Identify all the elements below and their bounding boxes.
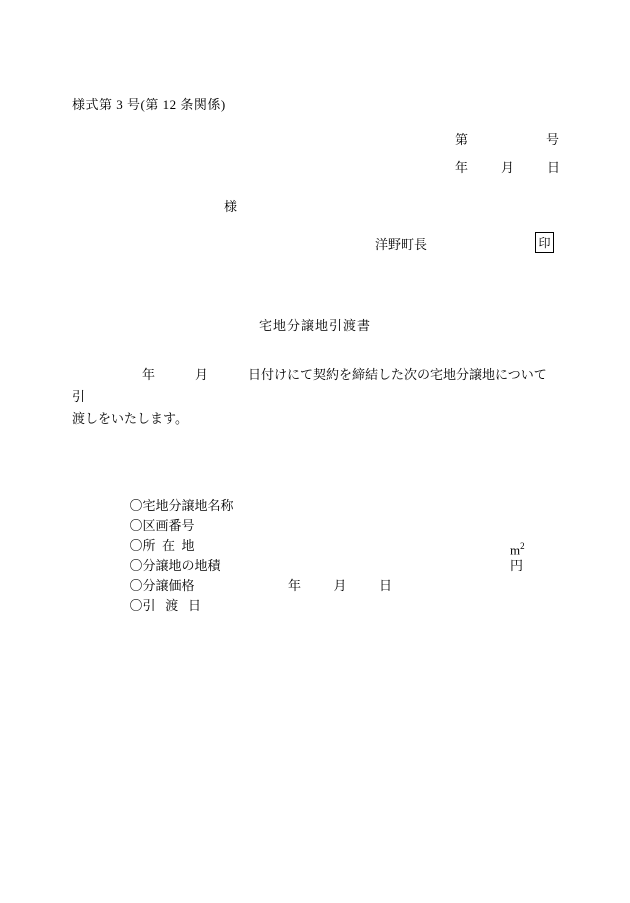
issue-date-month: 月: [501, 160, 515, 175]
item-label: 〇区画番号: [129, 518, 195, 533]
body-paragraph: [72, 364, 558, 430]
list-item: [110, 576, 393, 613]
item-label: 〇引 渡 日: [129, 598, 202, 613]
issue-date-line: [455, 157, 560, 176]
item-unit-area: $m^2$: [510, 541, 525, 558]
seal-box: 印: [535, 232, 554, 253]
list-item: [110, 516, 234, 553]
list-item: [110, 536, 525, 573]
issue-date-year: 年: [455, 160, 469, 175]
document-number-suffix: 号: [546, 132, 560, 147]
item-label: 〇分譲地の地積: [129, 558, 221, 573]
contract-date-day-and-text: 日付けにて契約を締結した次の宅地分譲地について引: [72, 367, 547, 404]
list-item: [110, 496, 234, 533]
item-label: 〇宅地分譲地名称: [129, 498, 234, 513]
contract-date-year: 年: [142, 367, 156, 382]
item-label: 〇分譲価格: [129, 578, 195, 593]
contract-date-month: 月: [195, 367, 209, 382]
document-number-line: [455, 129, 559, 148]
item-unit: 円: [510, 558, 524, 573]
item-label: 〇所 在 地: [129, 538, 195, 553]
page-title: 宅地分譲地引渡書: [259, 318, 372, 333]
addressee-honorific: 様: [224, 199, 238, 214]
form-number: 様式第 3 号(第 12 条関係): [72, 97, 226, 112]
issue-date-day: 日: [547, 160, 561, 175]
issuer-name: 洋野町長: [375, 237, 428, 252]
document-number-label: 第: [455, 132, 469, 147]
item-date: 年 月 日: [288, 578, 393, 593]
item-list: [110, 476, 525, 613]
body-line-2: 渡しをいたします。: [72, 411, 188, 426]
list-item: [110, 476, 234, 513]
